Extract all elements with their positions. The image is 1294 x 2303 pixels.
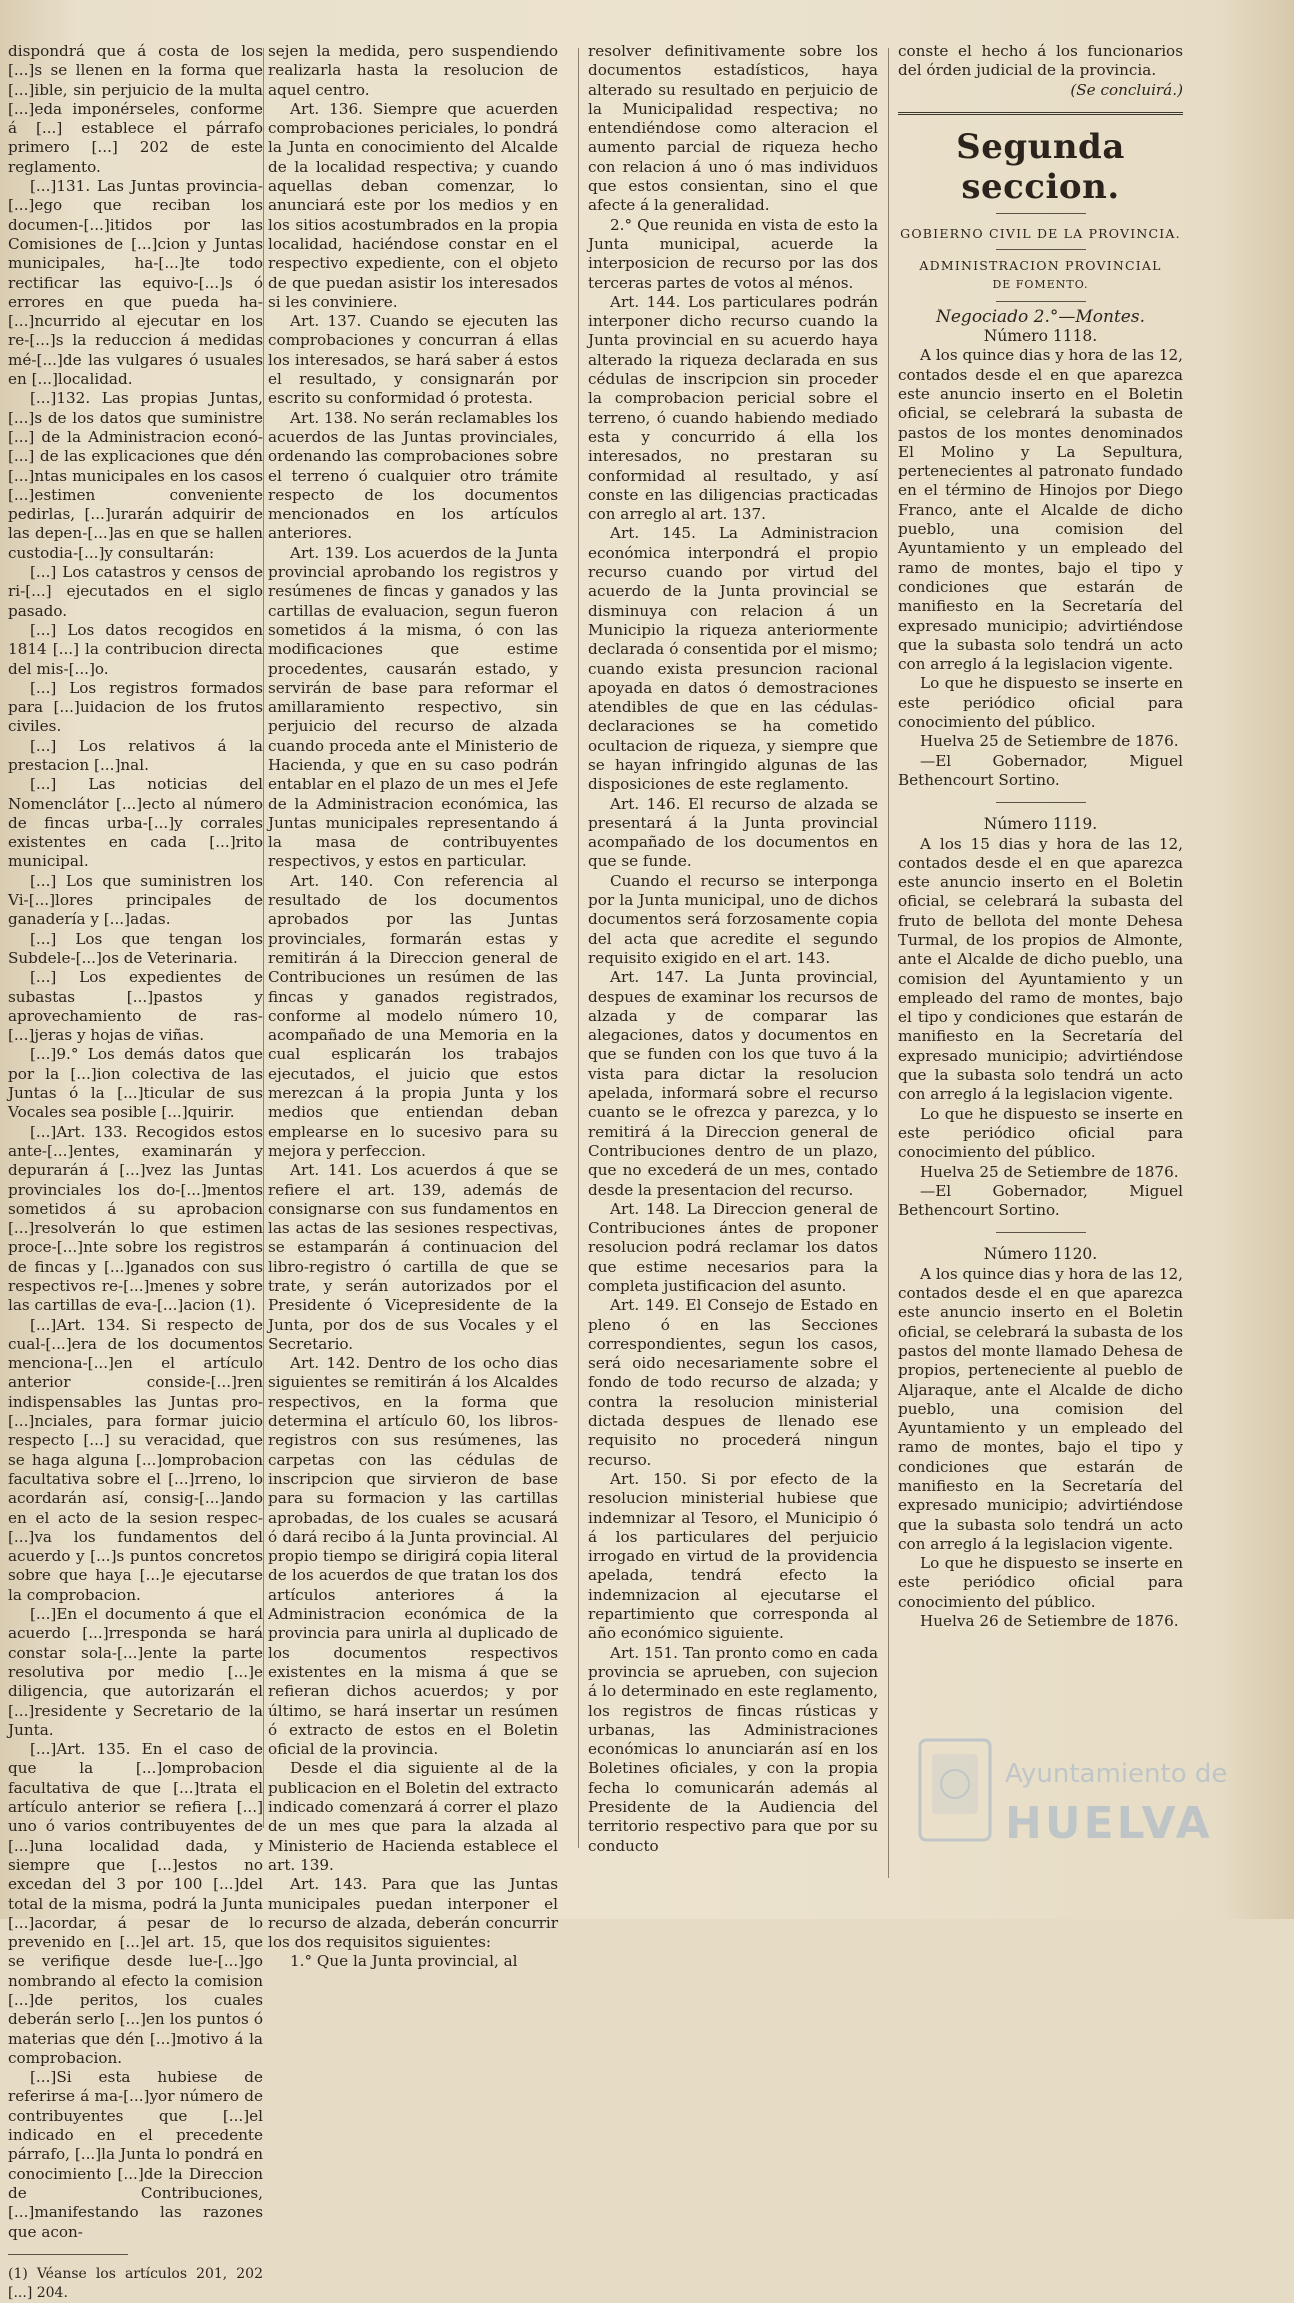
column-rule-1 — [263, 48, 264, 1828]
admin-subheading: DE FOMENTO. — [992, 278, 1089, 292]
paragraph: [...]En el documento á que el acuerdo [...]rresponda se hará constar sola-[...]ente la parte resolutiva por medio [...]e diligencia, que autorizarán el [...]residente y Secretario de la Junta. — [8, 1605, 263, 1739]
paragraph: Art. 142. Dentro de los ocho dias siguientes se remitirán á los Alcaldes respectivos, en la forma que determina el artículo 60, los libros-registros con sus resúmenes, las carpetas con las cédulas de inscripcion que sirvieron de base para su formacion y las cartillas aprobadas, de los cuales se acusará ó dará recibo á la Junta provincial. Al propio tiempo se dirigirá copia literal de los acuerdos de que tratan los dos artículos anteriores á la Administracion económica de la provincia para unirla al duplicado de los documentos respectivos existentes en la misma á que se refieran dichos acuerdos; y por último, se hará insertar un resúmen ó extracto de estos en el Boletin oficial de la provincia. — [268, 1354, 558, 1759]
paragraph: [...] Las noticias del Nomenclátor [...]ecto al número de fincas urba-[...]y corrales existentes en cada [...]rito municipal. — [8, 775, 263, 871]
paragraph: Art. 138. No serán reclamables los acuerdos de las Juntas provinciales, ordenando las comprobaciones sobre el terreno ó cualquier otro trámite respecto de los documentos mencionados en los artículos anteriores. — [268, 408, 558, 543]
continuation-note: (Se concluirá.) — [1070, 80, 1183, 99]
column-rule-2 — [578, 48, 579, 1848]
notice-date: Huelva 26 de Setiembre de 1876. — [920, 1612, 1179, 1631]
paragraph: dispondrá que á costa de los [...]s se llenen en la forma que [...]ible, sin perjuicio de la multa [...]eda imponérseles, conforme á [...] establece el párrafo primero [...] 202 de este reglamento. — [8, 42, 263, 176]
paragraph: Art. 151. Tan pronto como en cada provincia se aprueben, con sujecion á lo determinado en este reglamento, los registros de fincas rústicas y urbanas, las Administraciones económicas lo anunciarán así en los Boletines oficiales, y con la propia fecha lo comunicarán además al Presidente de la Audiencia del territorio respectivo para que por su conducto — [588, 1643, 878, 1855]
footnote-divider — [8, 2254, 128, 2255]
paragraph: Art. 146. El recurso de alzada se presentará á la Junta provincial acompañado de los documentos en que se funde. — [588, 794, 878, 871]
paragraph: sejen la medida, pero suspendiendo realizarla hasta la resolucion de aquel centro. — [268, 42, 558, 99]
paragraph: Art. 145. La Administracion económica interpondrá el propio recurso cuando por virtud del acuerdo de la Junta provincial se disminuya con relacion á un Municipio la riqueza anteriormente declarada ó consentida por el mismo; cuando exista presuncion racional apoyada en datos ó demostraciones atendibles de que en las cédulas-declaraciones se ha cometido ocultacion de riqueza, y siempre que se hayan infringido algunas de las disposiciones de este reglamento. — [588, 524, 878, 794]
section-title: Segunda seccion. — [956, 126, 1125, 207]
short-divider — [996, 249, 1086, 250]
notice-number: Número 1118. — [983, 327, 1098, 346]
paragraph: [...]Art. 133. Recogidos estos ante-[...]entes, examinarán y depurarán á [...]vez las Juntas provinciales los do-[...]mentos sometidos á su aprobacion [...]resolverán lo que estimen proce-[...]nte sobre los registros de fincas y [...]ganados con sus respectivos re-[...]menes y sobre las cartillas de eva-[...]acion (1). — [8, 1122, 263, 1315]
notice-publish: Lo que he dispuesto se inserte en este periódico oficial para conocimiento del público. — [898, 1104, 1183, 1162]
paragraph: [...] Los expedientes de subastas [...]pastos y aprovechamiento de ras-[...]jeras y hojas de viñas. — [8, 968, 263, 1045]
paragraph: [...]Art. 135. En el caso de que la [...]omprobacion facultativa de que [...]trata el artículo anterior se refiera [...] uno ó varios contribuyentes de [...]una localidad dada, y siempre que [...]estos no excedan del 3 por 100 [...]del total de la misma, podrá la Junta [...]acordar, á pesar de lo prevenido en [...]el art. 15, que se verifique desde lue-[...]go nombrando al efecto la comision [...]de peritos, los cuales deberán serlo [...]en los puntos ó materias que dén [...]motivo á la comprobacion. — [8, 1740, 263, 2067]
notice-body: A los quince dias y hora de las 12, contados desde el en que aparezca este anuncio inserto en el Boletin oficial, se celebrará la subasta de los pastos del monte llamado Dehesa de propios, perteneciente al pueblo de Aljaraque, ante el Alcalde de dicho pueblo, una comision del Ayuntamiento y un empleado del ramo de montes, bajo el tipo y condiciones que estarán de manifiesto en la Secretaría del expresado municipio; advirtiéndose que la subasta solo tendrá un acto con arreglo á la legislacion vigente. — [898, 1264, 1183, 1553]
paragraph: Art. 136. Siempre que acuerden comprobaciones periciales, lo pondrá la Junta en conocimiento del Alcalde de la localidad respectiva; y cuando aquellas deban comenzar, lo anunciará este por los medios y en los sitios acostumbrados en la propia localidad, haciéndose constar en el respectivo expediente, con el objeto de que puedan asistir los interesados si les conviniere. — [268, 99, 558, 311]
notice-number: Número 1120. — [983, 1245, 1098, 1264]
short-divider — [996, 802, 1086, 803]
paragraph: Art. 147. La Junta provincial, despues de examinar los recursos de alzada y de comparar las alegaciones, datos y documentos en que se funden con los que tuvo á la vista para dictar la resolucion apelada, informará sobre el recurso cuanto se le ofrezca y parezca, y lo remitirá á la Direccion general de Contribuciones dentro de un plazo, que no excederá de un mes, contado desde la presentacion del recurso. — [588, 968, 878, 1199]
paragraph: [...] Los que suministren los Vi-[...]lores principales de ganadería y [...]adas. — [8, 871, 263, 929]
paragraph: [...] Los catastros y censos de ri-[...] ejecutados en el siglo pasado. — [8, 563, 263, 620]
paragraph: Desde el dia siguiente al de la publicacion en el Boletin del extracto indicado comenzará á correr el plazo de un mes que para la alzada al Ministerio de Hacienda establece el art. 139. — [268, 1759, 558, 1874]
notice-date: Huelva 25 de Setiembre de 1876. — [920, 1162, 1179, 1181]
column-1 — [8, 42, 263, 2302]
paragraph: [...]Art. 134. Si respecto de cual-[...]era de los documentos menciona-[...]en el artículo anterior conside-[...]ren indispensables las Juntas pro-[...]nciales, para formar juicio respecto [...] su veracidad, que se haga alguna [...]omprobacion facultativa sobre el [...]rreno, lo acordarán así, consig-[...]ando en el acto de la sesion respec-[...]va los fundamentos del acuerdo y [...]s puntos concretos sobre que haya [...]e ejecutarse la comprobacion. — [8, 1315, 263, 1604]
notice-publish: Lo que he dispuesto se inserte en este periódico oficial para conocimiento del público. — [898, 1554, 1183, 1611]
archive-watermark — [910, 1720, 1270, 1880]
paragraph: Art. 148. La Direccion general de Contribuciones ántes de proponer resolucion podrá reclamar los datos que estime necesarios para la completa justificacion del asunto. — [588, 1199, 878, 1295]
paragraph: [...]9.° Los demás datos que por la [...]ion colectiva de las Juntas ó la [...]ticular de sus Vocales sea posible [...]quirir. — [8, 1045, 263, 1122]
gobierno-heading: GOBIERNO CIVIL DE LA PROVINCIA. — [900, 225, 1181, 241]
column-rule-3 — [888, 48, 889, 1878]
notice-signature: —El Gobernador, Miguel Bethencourt Sortino. — [898, 1181, 1183, 1220]
paragraph: Art. 150. Si por efecto de la resolucion ministerial hubiese que indemnizar al Tesoro, el Municipio ó á los particulares del perjuicio irrogado en virtud de la providencia apelada, tendrá efecto la indemnizacion al ejecutarse el repartimiento que corresponda al año económico siguiente. — [588, 1469, 878, 1643]
column-4 — [898, 42, 1183, 1902]
short-divider — [996, 1232, 1086, 1233]
section-divider — [898, 112, 1183, 115]
negociado-heading: Negociado 2.°—Montes. — [936, 306, 1145, 327]
paragraph: [...] Los que tengan los Subdele-[...]os de Veterinaria. — [8, 929, 263, 967]
paragraph: conste el hecho á los funcionarios del órden judicial de la provincia. — [898, 42, 1183, 80]
paragraph: [...]131. Las Juntas provincia-[...]ego que reciban los documen-[...]itidos por las Comisiones de [...]cion y Juntas municipales, ha-[...]te todo rectificar las equivo-[...]s ó errores en que pueda ha-[...]ncurrido al ejecutar en los re-[...]s la reduccion á medidas mé-[...]de las vulgares ó usuales en [...]localidad. — [8, 177, 263, 389]
admin-heading: ADMINISTRACION PROVINCIAL — [919, 258, 1162, 274]
paragraph: [...] Los relativos á la prestacion [...]nal. — [8, 736, 263, 774]
notice-body: A los 15 dias y hora de las 12, contados desde el en que aparezca este anuncio inserto en el Boletin oficial, se celebrará la subasta del fruto de bellota del monte Dehesa Turmal, de los propios de Almonte, ante el Alcalde de dicho pueblo, una comision del Ayuntamiento y un empleado del ramo de montes, bajo el tipo y condiciones que estarán de manifiesto en la Secretaría del expresado municipio; advirtiéndose que la subasta solo tendrá un acto con arreglo á la legislacion vigente. — [898, 834, 1183, 1104]
notice-date: Huelva 25 de Setiembre de 1876. — [920, 732, 1179, 751]
paragraph: [...] Los datos recogidos en 1814 [...] la contribucion directa del mis-[...]o. — [8, 620, 263, 678]
short-divider — [996, 213, 1086, 214]
notice-body: A los quince dias y hora de las 12, contados desde el en que aparezca este anuncio inserto en el Boletin oficial, se celebrará la subasta de pastos de los montes denominados El Molino y La Sepultura, pertenecientes al patronato fundado en el término de Hinojos por Diego Franco, ante el Alcalde de dicho pueblo, una comision del Ayuntamiento y un empleado del ramo de montes, bajo el tipo y condiciones que estarán de manifiesto en la Secretaría del expresado municipio; advirtiéndose que la subasta solo tendrá un acto con arreglo á la legislacion vigente. — [898, 346, 1183, 674]
seal-icon — [920, 1740, 990, 1840]
column-3 — [588, 42, 878, 1862]
paragraph: Art. 137. Cuando se ejecuten las comprobaciones y concurran á ellas los interesados, se hará saber á estos el resultado, y consignarán por escrito su conformidad ó protesta. — [268, 312, 558, 408]
paragraph: 2.° Que reunida en vista de esto la Junta municipal, acuerde la interposicion de recurso por las dos terceras partes de votos al ménos. — [588, 215, 878, 292]
watermark-line2: HUELVA — [1005, 1798, 1213, 1849]
short-divider — [996, 301, 1086, 302]
column-2 — [268, 42, 558, 1971]
watermark-line1: Ayuntamiento de — [1005, 1759, 1228, 1789]
paragraph: 1.° Que la Junta provincial, al — [290, 1952, 518, 1971]
notice-signature: —El Gobernador, Miguel Bethencourt Sortino. — [898, 751, 1183, 789]
paragraph: Art. 141. Los acuerdos á que se refiere el art. 139, además de consignarse con sus fundamentos en las actas de las sesiones respectivas, se estamparán á continuacion del libro-registro ó cartilla de que se trate, y serán autorizados por el Presidente ó Vicepresidente de la Junta, por dos de sus Vocales y el Secretario. — [268, 1161, 558, 1353]
paragraph: Art. 144. Los particulares podrán interponer dicho recurso cuando la Junta provincial en su acuerdo haya alterado la riqueza declarada en sus cédulas de inscripcion sin proceder la comprobacion pericial sobre el terreno, ó cuando habiendo mediado esta y concurrido á ella los interesados, no prestaran su conformidad al resultado, y así conste en las diligencias practicadas con arreglo al art. 137. — [588, 292, 878, 524]
paragraph: Art. 140. Con referencia al resultado de los documentos aprobados por las Juntas provinciales, formarán estas y remitirán á la Direccion general de Contribuciones un resúmen de las fincas y ganados registrados, conforme al modelo número 10, acompañado de una Memoria en la cual esplicarán los trabajos ejecutados, el juicio que estos merezcan á la propia Junta y los medios que entiendan deban emplearse en lo sucesivo para su mejora y perfeccion. — [268, 871, 558, 1160]
footnote: (1) Véanse los artículos 201, 202 [...] 204. — [8, 2265, 263, 2302]
paragraph: [...]Si esta hubiese de referirse á ma-[...]yor número de contribuyentes que [...]el indicado en el precedente párrafo, [...]la Junta lo pondrá en conocimiento [...]de la Direccion de Contribuciones, [...]manifestando las razones que acon- — [8, 2068, 263, 2241]
notice-number: Número 1119. — [983, 815, 1098, 834]
paragraph: Art. 143. Para que las Juntas municipales puedan interponer el recurso de alzada, deberán concurrir los dos requisitos siguientes: — [268, 1875, 558, 1952]
paragraph: [...] Los registros formados para [...]uidacion de los frutos civiles. — [8, 678, 263, 736]
paragraph: Art. 149. El Consejo de Estado en pleno ó en las Secciones correspondientes, segun los casos, será oido necesariamente sobre el fondo de todo recurso de alzada; y contra la resolucion ministerial dictada despues de llenado ese requisito no procederá ningun recurso. — [588, 1296, 878, 1469]
notice-publish: Lo que he dispuesto se inserte en este periódico oficial para conocimiento del público. — [898, 674, 1183, 732]
paragraph: [...]132. Las propias Juntas, [...]s de los datos que suministre [...] de la Administracion econó-[...] de las explicaciones que dén [...]ntas municipales en los casos [...]estimen conveniente pedirlas, [...]urarán adquirir de las depen-[...]as en que se hallen custodia-[...]y consultarán: — [8, 389, 263, 562]
paragraph: Art. 139. Los acuerdos de la Junta provincial aprobando los registros y resúmenes de fincas y ganados y las cartillas de evaluacion, segun fueron sometidos á la misma, ó con las modificaciones que estime procedentes, causarán estado, y servirán de base para reformar el amillaramiento respectivo, sin perjuicio del recurso de alzada cuando proceda ante el Ministerio de Hacienda, y que en su caso podrán entablar en el plazo de un mes el Jefe de la Administracion económica, las Juntas municipales representando á la masa de contribuyentes respectivos, y estos en particular. — [268, 543, 558, 871]
paragraph: Cuando el recurso se interponga por la Junta municipal, uno de dichos documentos será forzosamente copia del acta que acredite el segundo requisito exigido en el art. 143. — [588, 871, 878, 967]
paragraph: resolver definitivamente sobre los documentos estadísticos, haya alterado su resultado en perjuicio de la Municipalidad respectiva; no entendiéndose como alteracion el aumento parcial de riqueza hecho con relacion á uno ó mas individuos que estos consientan, sino el que afecte á la generalidad. — [588, 42, 878, 215]
